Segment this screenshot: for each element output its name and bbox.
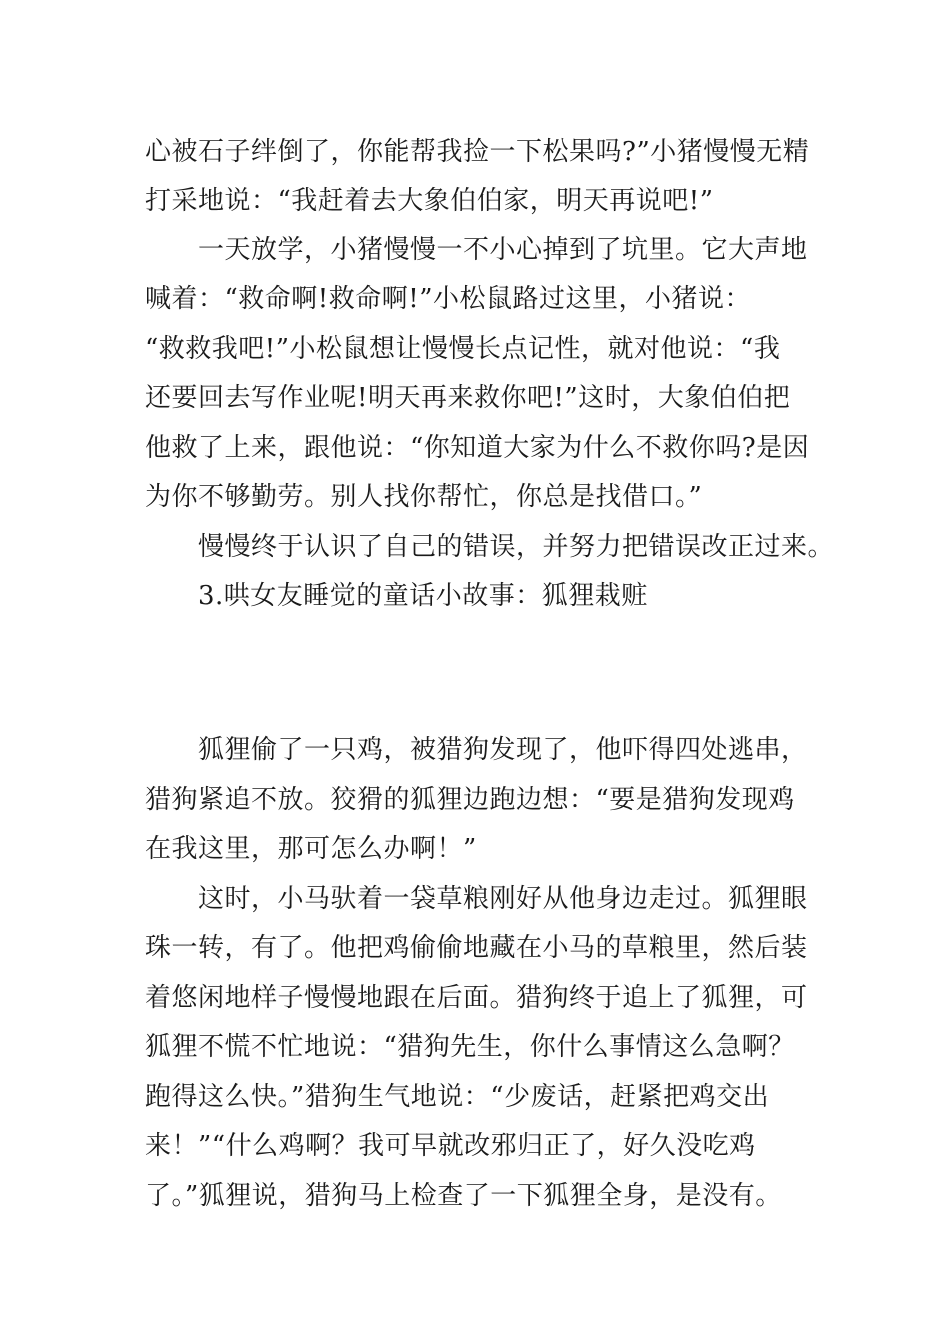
paragraph-line: 慢慢终于认识了自己的错误，并努力把错误改正过来。	[198, 532, 835, 562]
paragraph-line: 了。”狐狸说，猎狗马上检查了一下狐狸全身，是没有。	[145, 1181, 782, 1211]
paragraph-line: 打采地说：“我赶着去大象伯伯家，明天再说吧!”	[145, 186, 714, 216]
paragraph-line: 着悠闲地样子慢慢地跟在后面。猎狗终于追上了狐狸，可	[145, 983, 808, 1013]
paragraph-line: 喊着：“救命啊!救命啊!”小松鼠路过这里，小猪说：	[145, 284, 751, 314]
paragraph-line: 跑得这么快。”猎狗生气地说：“少废话，赶紧把鸡交出	[145, 1082, 770, 1112]
paragraph-line: 还要回去写作业呢!明天再来救你吧!”这时，大象伯伯把	[145, 383, 791, 413]
paragraph-line: 一天放学，小猪慢慢一不小心掉到了坑里。它大声地	[198, 235, 808, 265]
paragraph-line: 他救了上来，跟他说：“你知道大家为什么不救你吗?是因	[145, 433, 810, 463]
paragraph-line: 这时，小马驮着一袋草粮刚好从他身边走过。狐狸眼	[198, 884, 808, 914]
paragraph-line: 狐狸偷了一只鸡，被猎狗发现了，他吓得四处逃串，	[198, 735, 808, 765]
paragraph-line: 狐狸不慌不忙地说：“猎狗先生，你什么事情这么急啊？	[145, 1032, 795, 1062]
paragraph-line: “救救我吧!”小松鼠想让慢慢长点记性，就对他说：“我	[145, 334, 781, 364]
paragraph-line: 猎狗紧追不放。狡猾的狐狸边跑边想：“要是猎狗发现鸡	[145, 785, 795, 815]
paragraph-line: 心被石子绊倒了，你能帮我捡一下松果吗?”小猪慢慢无精	[145, 137, 810, 167]
paragraph-line: 来！”“什么鸡啊？我可早就改邪归正了，好久没吃鸡	[145, 1131, 756, 1161]
section-heading: 3.哄女友睡觉的童话小故事：狐狸栽赃	[198, 581, 648, 611]
paragraph-line: 在我这里，那可怎么办啊！”	[145, 834, 477, 864]
paragraph-line: 为你不够勤劳。别人找你帮忙，你总是找借口。”	[145, 482, 703, 512]
paragraph-line: 珠一转，有了。他把鸡偷偷地藏在小马的草粮里，然后装	[145, 933, 808, 963]
